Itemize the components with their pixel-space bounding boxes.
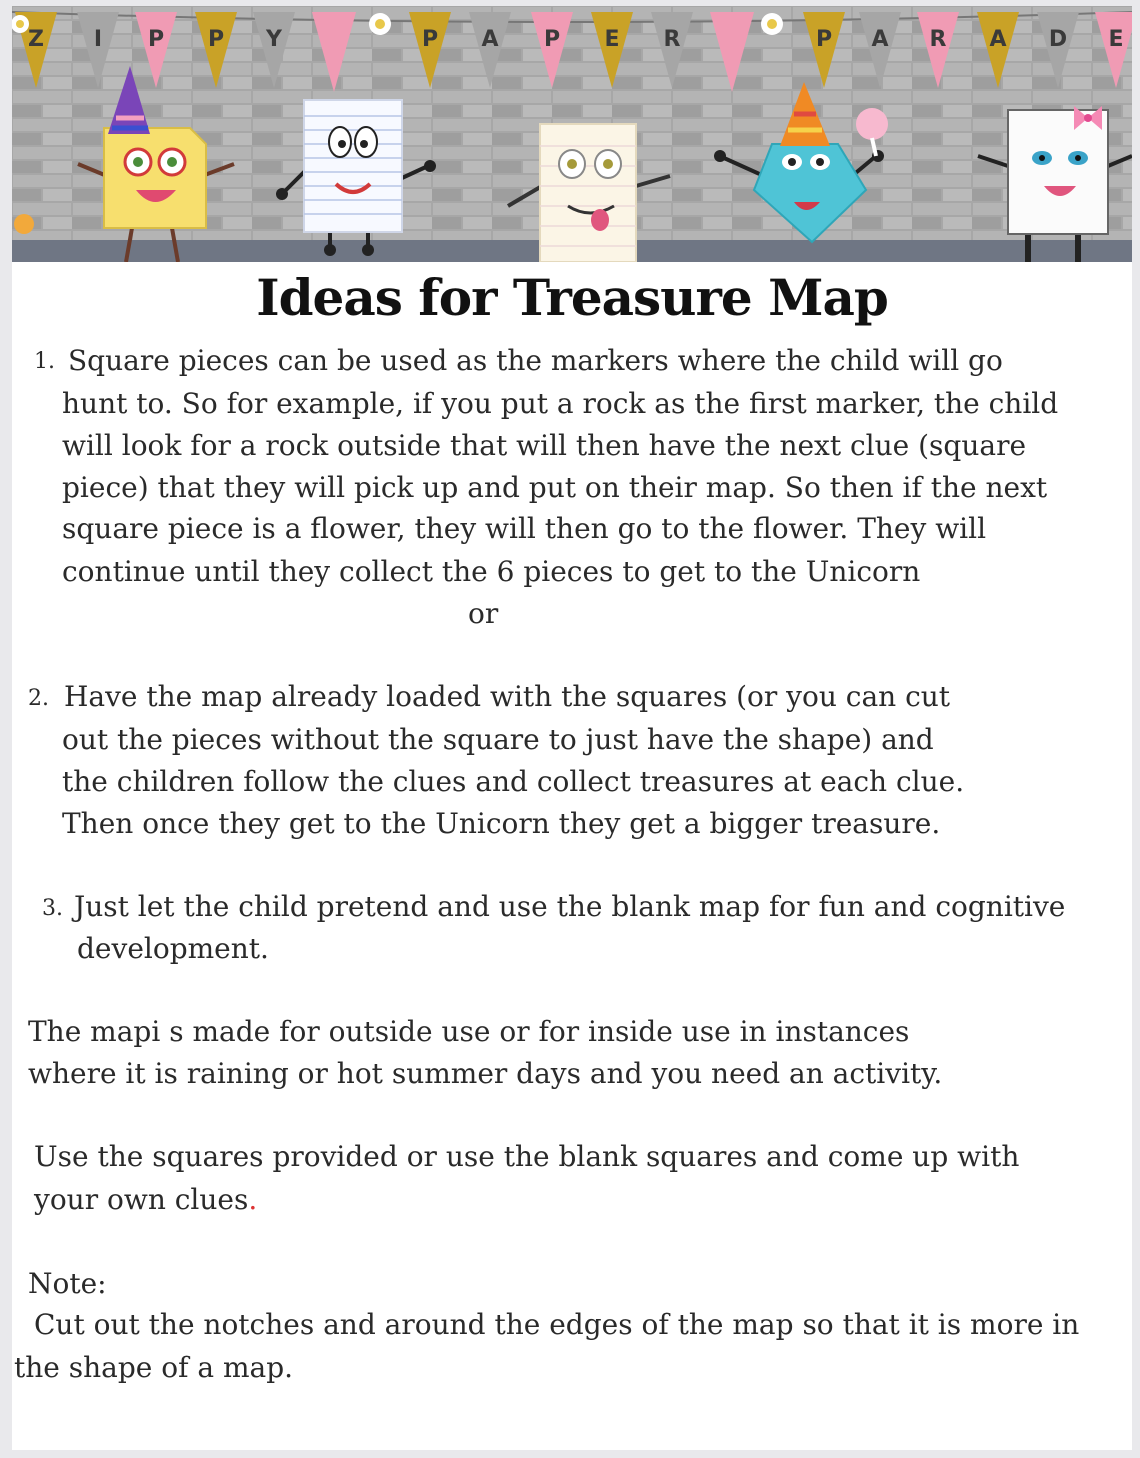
list-item-line: the children follow the clues and collect treasures at each clue. — [62, 765, 965, 798]
list-item-line: Then once they get to the Unicorn they get a bigger treasure. — [62, 807, 941, 840]
bunting-letter: P — [147, 27, 165, 52]
bunting-letter: P — [421, 27, 439, 52]
list-item-line: piece) that they will pick up and put on their map. So then if the next — [62, 471, 1048, 504]
paragraph-line: The mapi s made for outside use or for inside use in instances — [28, 1015, 910, 1048]
bunting-letter: E — [1108, 27, 1124, 52]
list-item-line: out the pieces without the square to just have the shape) and — [62, 723, 934, 756]
list-item-line: Square pieces can be used as the markers where the child will go — [68, 344, 1003, 377]
list-item-line: development. — [77, 932, 269, 965]
bunting-letter: I — [93, 27, 103, 52]
page-title: Ideas for Treasure Map — [256, 268, 888, 327]
list-item-line: hunt to. So for example, if you put a rock as the first marker, the child — [62, 387, 1059, 420]
note-line: Cut out the notches and around the edges of the map so that it is more in — [34, 1308, 1080, 1341]
bunting-letter: P — [207, 27, 225, 52]
ball-icon — [14, 214, 34, 234]
bunting-letter: D — [1048, 27, 1068, 52]
flower-icon — [369, 13, 391, 35]
list-item-line: will look for a rock outside that will then have the next clue (square — [62, 429, 1027, 462]
list-number: 2. — [28, 686, 49, 711]
period-mark: . — [248, 1183, 258, 1216]
bunting-letter: A — [989, 27, 1007, 52]
bunting-letter: R — [929, 27, 947, 52]
bunting-letter: A — [871, 27, 889, 52]
bunting-letter: A — [481, 27, 499, 52]
separator-text: or — [468, 597, 499, 630]
list-number: 1. — [34, 349, 55, 374]
document-page — [12, 6, 1132, 1450]
paragraph-line — [34, 1183, 258, 1216]
bunting-letter: E — [604, 27, 620, 52]
bunting-letter: P — [815, 27, 833, 52]
list-item-line: Have the map already loaded with the squares (or you can cut — [64, 680, 951, 713]
header-banner — [12, 6, 1132, 262]
list-item-line: square piece is a flower, they will then go to the flower. They will — [62, 512, 987, 545]
paragraph-text: your own clues — [34, 1183, 249, 1216]
flower-icon — [761, 13, 783, 35]
banner-illustration — [12, 6, 1132, 262]
note-label: Note: — [28, 1267, 107, 1300]
bunting-letter: P — [543, 27, 561, 52]
bunting-letter: Y — [266, 27, 282, 52]
paragraph-line: where it is raining or hot summer days and you need an activity. — [28, 1057, 943, 1090]
list-number: 3. — [42, 896, 63, 921]
list-item-line: Just let the child pretend and use the blank map for fun and cognitive — [74, 890, 1066, 923]
bunting-letter: R — [663, 27, 681, 52]
note-line: the shape of a map. — [14, 1351, 294, 1384]
bunting-letter: Z — [28, 27, 44, 52]
paragraph-line: Use the squares provided or use the blank squares and come up with — [34, 1140, 1020, 1173]
list-item-line: continue until they collect the 6 pieces to get to the Unicorn — [62, 555, 921, 588]
